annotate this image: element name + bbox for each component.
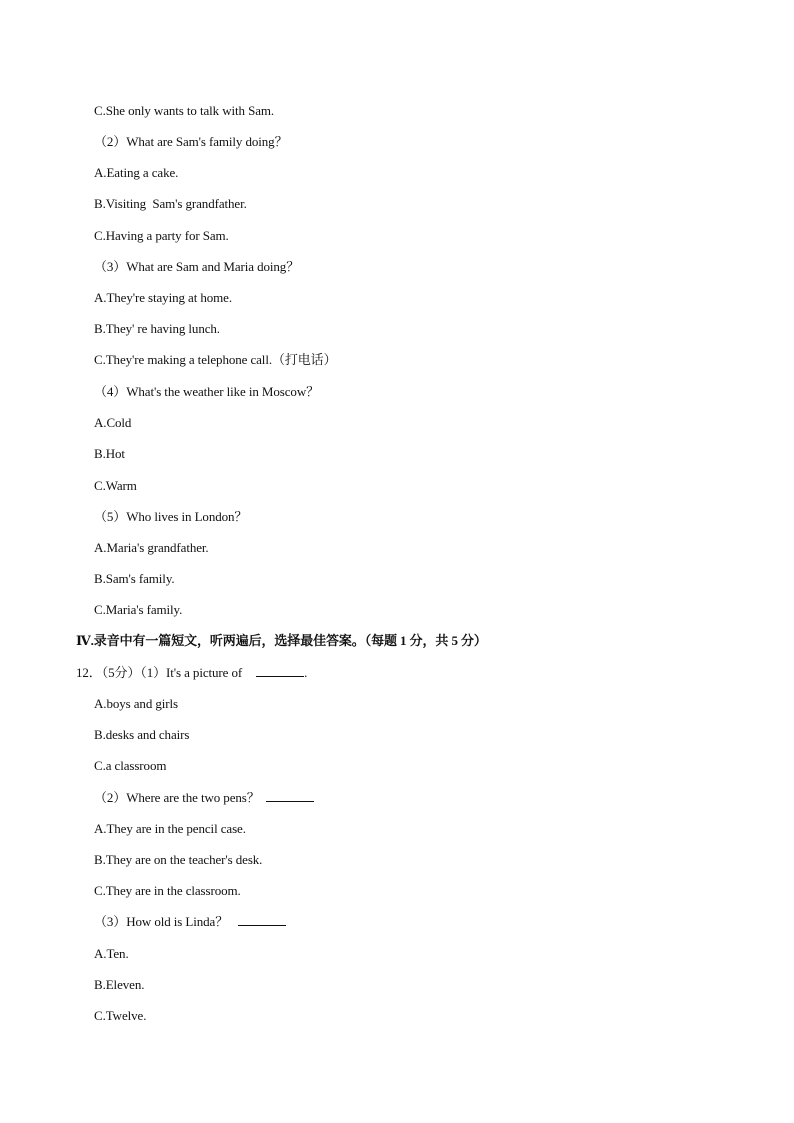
q3-option-a: A.They're staying at home. <box>94 290 233 305</box>
q5-option-c: C.Maria's family. <box>94 602 183 617</box>
q4-option-a: A.Cold <box>94 415 132 430</box>
question-4: （4）What's the weather like in Moscow？ <box>94 384 320 399</box>
section-4-heading: Ⅳ.录音中有一篇短文，听两遍后，选择最佳答案。（每题 1 分，共 5 分） <box>76 633 487 648</box>
s4-q2-option-b: B.They are on the teacher's desk. <box>94 852 263 867</box>
s4-question-2-text: （2）Where are the two pens？ <box>94 790 260 805</box>
q5-option-b: B.Sam's family. <box>94 571 175 586</box>
answer-blank <box>238 914 286 926</box>
q3-option-c: C.They're making a telephone call.（打电话） <box>94 352 337 367</box>
question-3: （3）What are Sam and Maria doing？ <box>94 259 300 274</box>
q2-option-a: A.Eating a cake. <box>94 165 179 180</box>
s4-q3-option-a: A.Ten. <box>94 946 129 961</box>
s4-q3-option-c: C.Twelve. <box>94 1008 147 1023</box>
answer-blank <box>256 665 304 677</box>
question-12-label: 12．（5分）（1）It's a picture of <box>76 665 243 680</box>
s4-q2-option-c: C.They are in the classroom. <box>94 883 241 898</box>
q2-option-b: B.Visiting Sam's grandfather. <box>94 196 247 211</box>
q2-option-c: C.Having a party for Sam. <box>94 228 229 243</box>
s4-q1-option-b: B.desks and chairs <box>94 727 190 742</box>
s4-q1-option-a: A.boys and girls <box>94 696 178 711</box>
q4-option-c: C.Warm <box>94 478 137 493</box>
q3-option-b: B.They' re having lunch. <box>94 321 220 336</box>
answer-blank <box>266 790 314 802</box>
s4-question-3 <box>94 914 286 930</box>
q1-option-c: C.She only wants to talk with Sam. <box>94 103 275 118</box>
q5-option-a: A.Maria's grandfather. <box>94 540 209 555</box>
question-5: （5）Who lives in London？ <box>94 509 248 524</box>
s4-q2-option-a: A.They are in the pencil case. <box>94 821 246 836</box>
s4-question-3-text: （3）How old is Linda？ <box>94 914 229 929</box>
s4-question-2 <box>94 790 314 806</box>
question-2: （2）What are Sam's family doing？ <box>94 134 288 149</box>
s4-q1-option-c: C.a classroom <box>94 758 167 773</box>
s4-q3-option-b: B.Eleven. <box>94 977 145 992</box>
question-12: 12．（5分）（1）It's a picture of . <box>76 665 308 680</box>
q4-option-b: B.Hot <box>94 446 125 461</box>
